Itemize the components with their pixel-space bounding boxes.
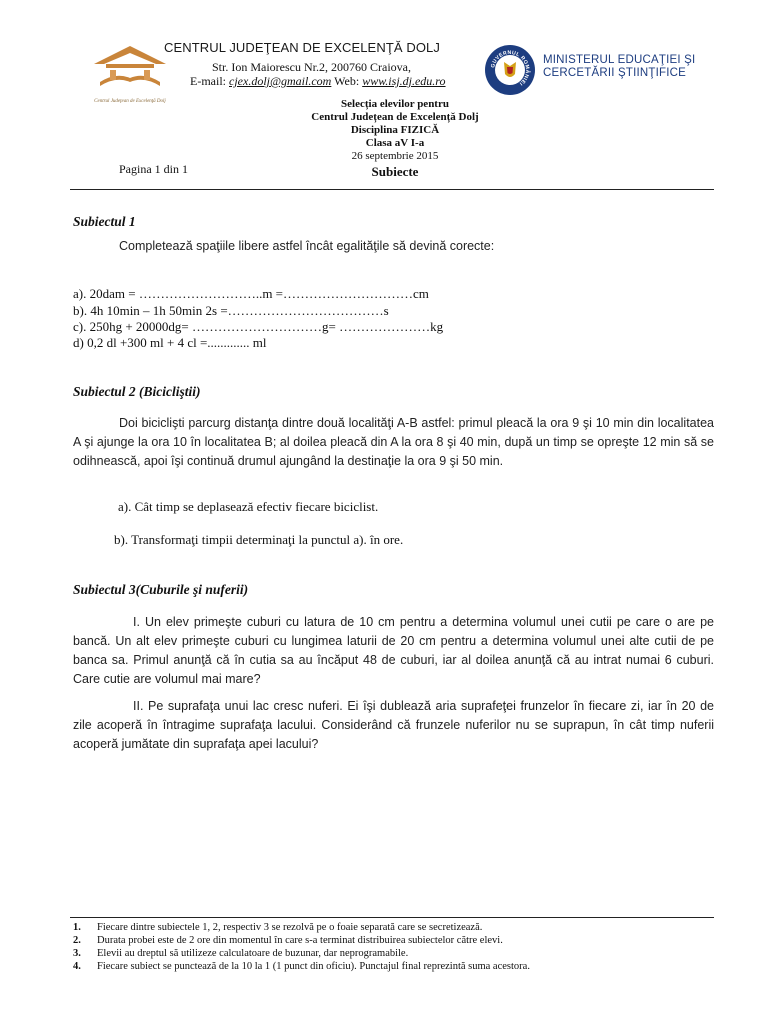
exam-line-2: Centrul Județean de Excelență Dolj — [311, 111, 479, 123]
ministry-line-1: MINISTERUL EDUCAŢIEI ŞI — [543, 54, 696, 66]
subject-3-part-1: I. Un elev primeşte cuburi cu latura de 10 cm pentru a determina volumul unei cutii pe care o are pe bancă. Un alt elev primeşte cuburi cu lungimea laturii de 20 cm pentru a determina volumul unei alte cutii de pe banca sa. Primul anunţă că în cutia sa au încăput 48 de cuburi, iar al doilea anunţă că au intrat numai 6 cuburi. Care cutie are volumul mai mare? — [73, 615, 714, 686]
subject-2-question-b: b). Transformaţi timpii determinaţi la punctul a). în ore. — [114, 532, 404, 547]
note-text: Fiecare subiect se punctează de la 10 la 1 (1 punct din oficiu). Punctajul final reprezintă suma acestora. — [97, 961, 530, 972]
page-number: Pagina 1 din 1 — [119, 162, 188, 176]
ministry-line-2: CERCETĂRII ŞTIINŢIFICE — [543, 67, 687, 79]
excellence-center-logo — [86, 42, 174, 106]
subject-1-item-c: c). 250hg + 20000dg= …………………………g= …………………kg — [73, 319, 444, 334]
subject-1-item-d: d) 0,2 dl +300 ml + 4 cl =............. ml — [73, 335, 267, 350]
exam-info — [290, 98, 500, 178]
web-link[interactable]: www.isj.dj.edu.ro — [362, 74, 446, 88]
subjects-title: Subiecte — [371, 164, 419, 179]
exam-date: 26 septembrie 2015 — [351, 150, 439, 162]
note-text: Fiecare dintre subiectele 1, 2, respectiv 3 se rezolvă pe o foaie separată care se secretizează. — [97, 922, 483, 933]
subject-2-text: Doi biciclişti parcurg distanţa dintre două localităţi A-B astfel: primul pleacă la ora 9 şi 10 min din localitatea A şi ajunge la ora 10 în localitatea B; al doilea pleacă din A la ora 8 şi 40 min, după un timp se opreşte 12 min să se odihnească, apoi îşi continuă drumul ajungând la destinaţie la ora 9 şi 50 min. — [73, 416, 714, 468]
note-number: 2. — [73, 935, 81, 946]
note-item — [73, 921, 530, 934]
note-text: Elevii au dreptul să utilizeze calculatoare de buzunar, dar neprogramabile. — [97, 948, 409, 959]
center-name: CENTRUL JUDEŢEAN DE EXCELENŢĂ DOLJ — [164, 40, 440, 55]
note-number: 1. — [73, 922, 81, 933]
subject-2-question-a: a). Cât timp se deplasează efectiv fiecare biciclist. — [118, 499, 379, 514]
subject-2-title: Subiectul 2 (Bicicliştii) — [73, 384, 201, 399]
email-link[interactable]: cjex.dolj@gmail.com — [229, 74, 332, 88]
note-item — [73, 947, 530, 960]
subject-3-part-2: II. Pe suprafaţa unui lac cresc nuferi. Ei îşi dublează aria suprafeţei frunzelor în fiecare zi, iar în 20 de zile acoperă în întragime suprafaţa lacului. Considerând că frunzele nuferilor nu se suprapun, în cât timp nuferii acoperă jumătate din suprafaţa apei lacului? — [73, 699, 714, 751]
footer-divider — [70, 917, 714, 918]
subject-1-item-b: b). 4h 10min – 1h 50min 2s =………………………………s — [73, 303, 389, 318]
exam-line-1: Selecția elevilor pentru — [341, 98, 449, 110]
exam-discipline: Disciplina FIZICĂ — [350, 124, 440, 136]
note-number: 4. — [73, 961, 81, 972]
government-seal — [484, 44, 536, 96]
logo-caption: Centrul Judeţean de Excelenţă Dolj — [94, 99, 166, 104]
subject-1-title: Subiectul 1 — [73, 214, 136, 229]
email-label: E-mail: — [190, 74, 226, 88]
note-item — [73, 960, 530, 973]
subject-3-title: Subiectul 3(Cuburile şi nuferii) — [73, 582, 249, 597]
footer-notes — [73, 921, 530, 973]
note-number: 3. — [73, 948, 81, 959]
center-address: Str. Ion Maiorescu Nr.2, 200760 Craiova, — [212, 60, 411, 74]
note-text: Durata probei este de 2 ore din momentul în care s-a terminat distribuirea subiectelor către elevi. — [97, 935, 503, 946]
exam-class: Clasa aV I-a — [365, 137, 425, 149]
header-divider — [70, 189, 714, 190]
subject-1-item-a: a). 20dam = ………………………..m =…………………………cm — [73, 286, 429, 301]
note-item — [73, 934, 530, 947]
subject-1-intro: Completează spaţiile libere astfel încât egalităţile să devină corecte: — [119, 239, 495, 253]
seal-text: GUVERNUL ROMÂNIEI — [490, 49, 531, 87]
web-label: Web: — [334, 74, 360, 88]
ministry-name — [543, 54, 695, 80]
center-contact — [190, 74, 446, 89]
